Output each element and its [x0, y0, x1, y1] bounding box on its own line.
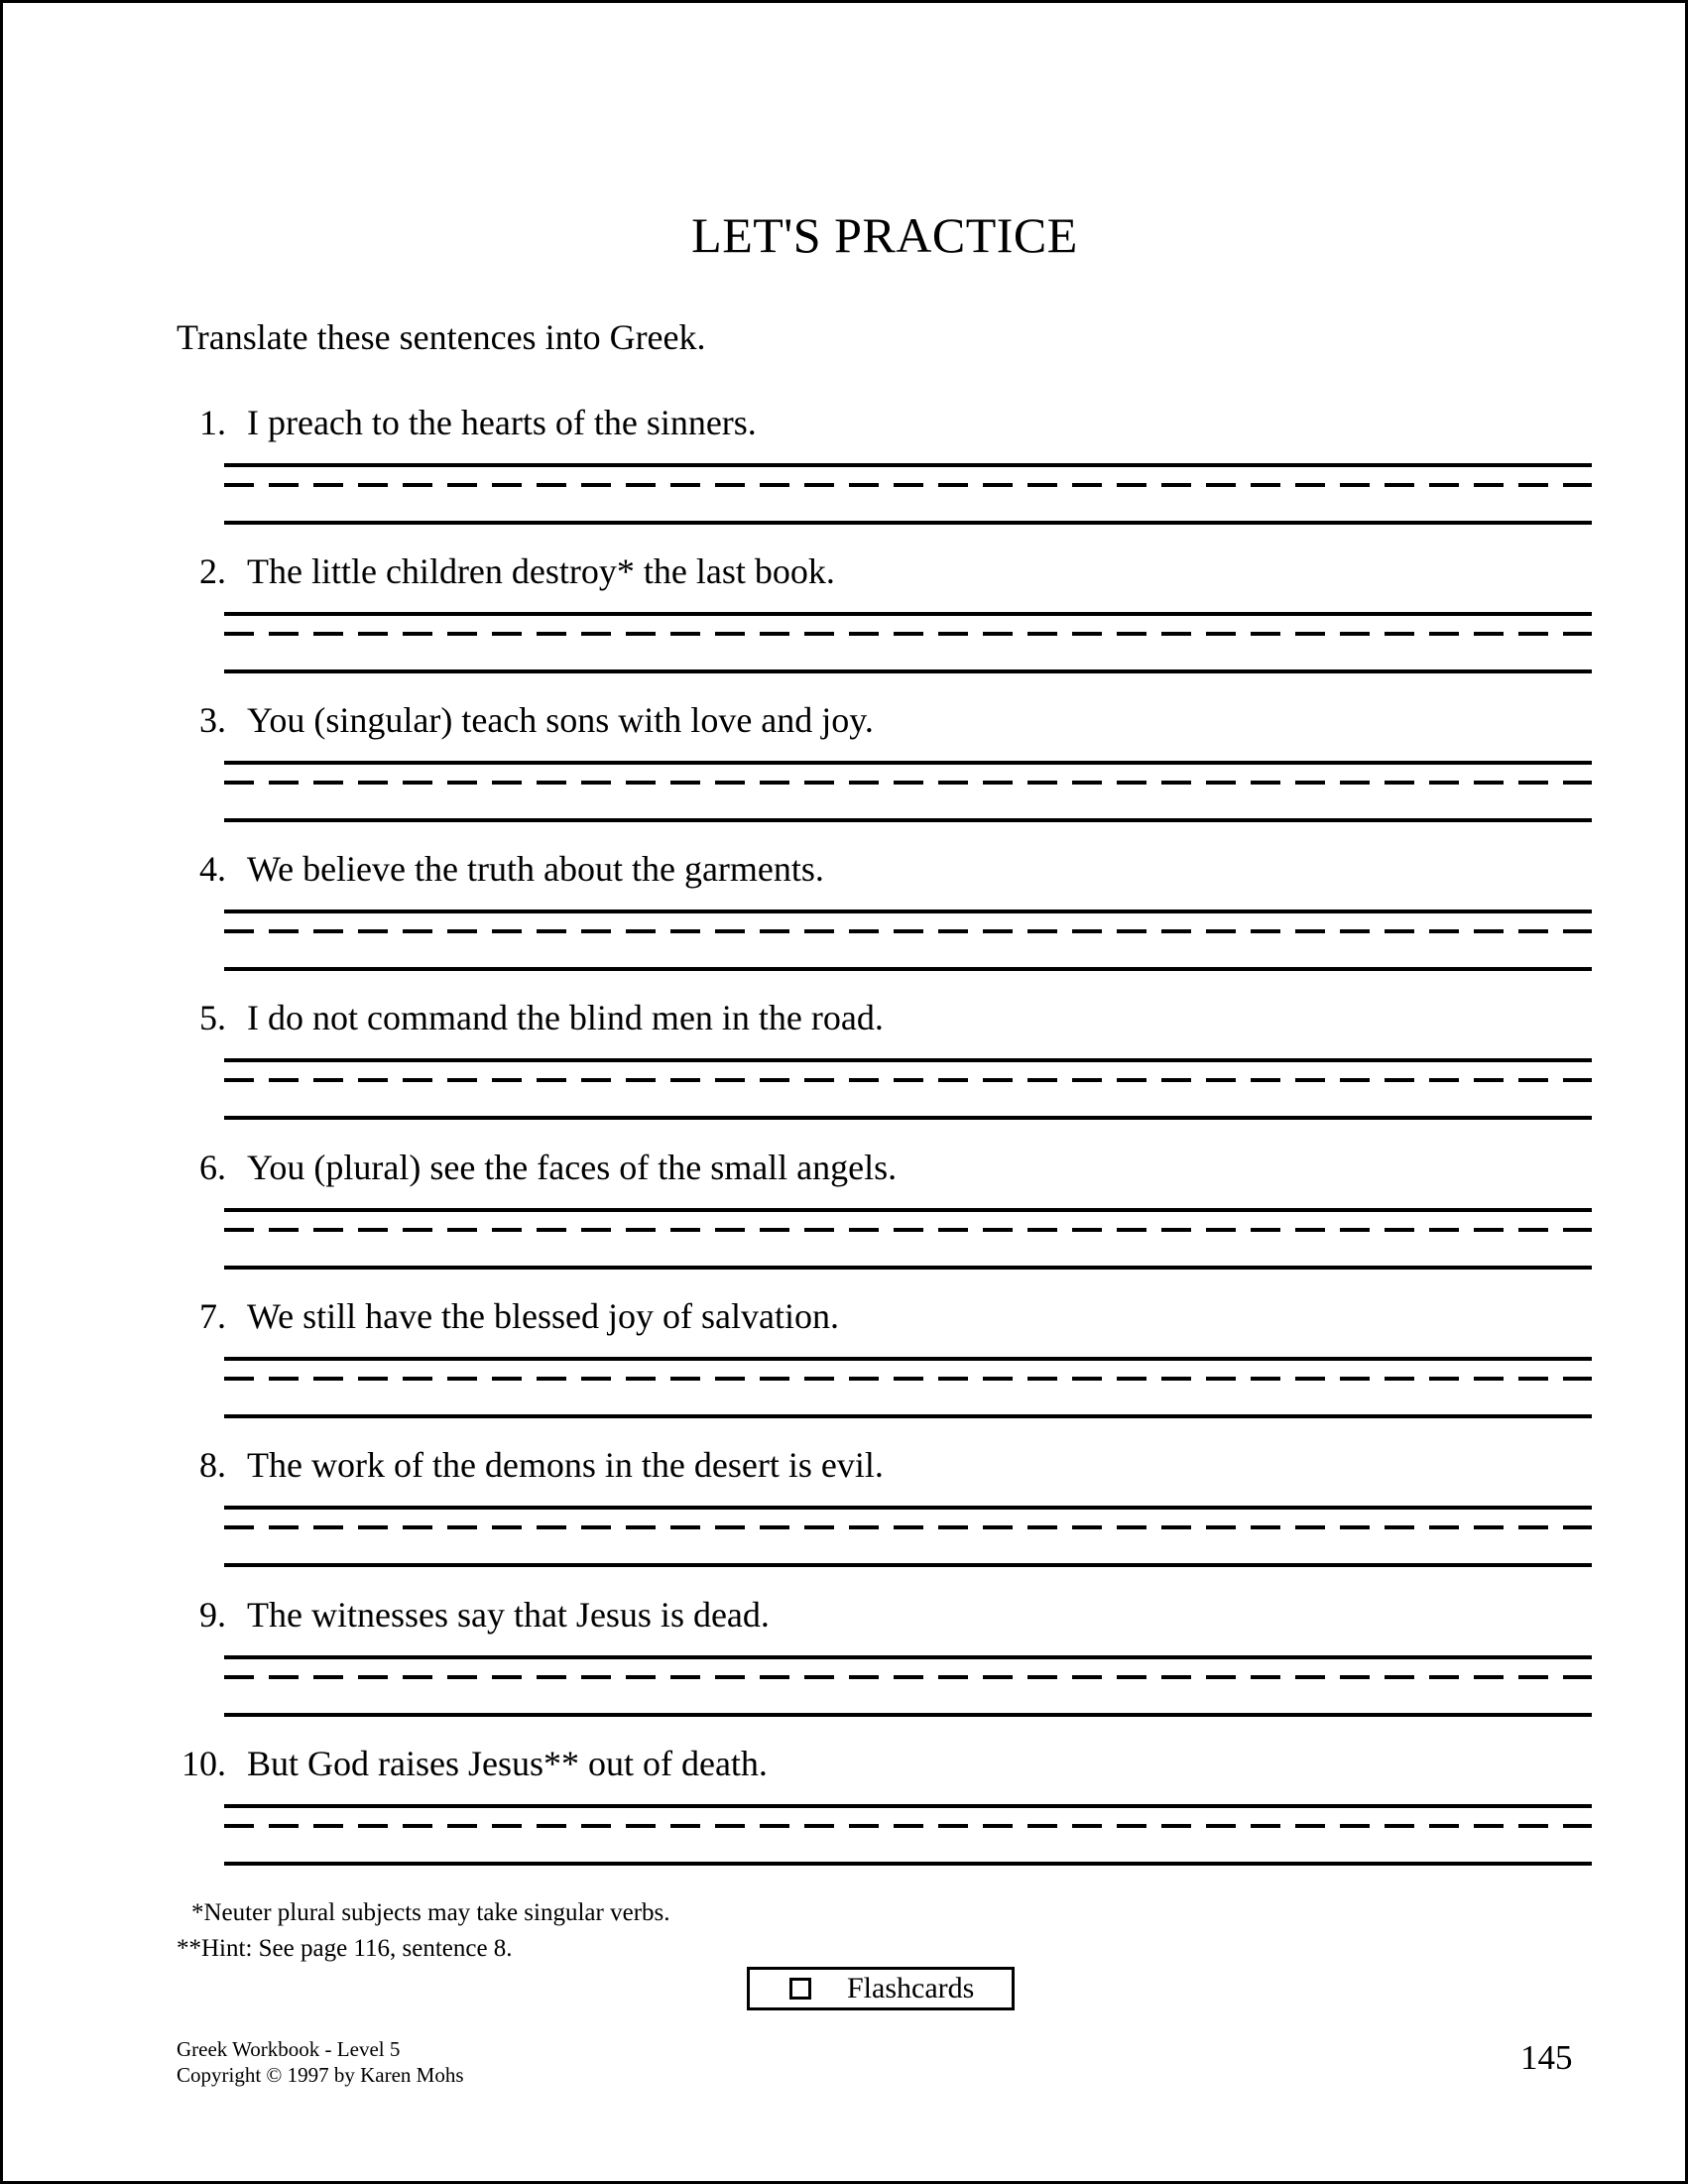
answer-line-top[interactable]: [224, 1655, 1592, 1659]
answer-line-top[interactable]: [224, 1506, 1592, 1510]
exercise-sentence: You (singular) teach sons with love and joy.: [247, 700, 874, 740]
exercise-sentence: The little children destroy* the last book.: [247, 551, 835, 591]
exercise-sentence: But God raises Jesus** out of death.: [247, 1744, 768, 1783]
exercise-7: [3, 1295, 1688, 1434]
page-number: 145: [1520, 2038, 1573, 2077]
answer-line-bottom[interactable]: [224, 1563, 1592, 1567]
answer-line-dashed[interactable]: [224, 483, 1592, 487]
answer-line-top[interactable]: [224, 463, 1592, 467]
checkbox-square-icon[interactable]: [789, 1978, 811, 2000]
answer-line-top[interactable]: [224, 1804, 1592, 1808]
exercise-number: 4.: [199, 849, 226, 889]
exercise-number: 6.: [199, 1148, 226, 1187]
answer-line-top[interactable]: [224, 1208, 1592, 1212]
exercise-4: [3, 848, 1688, 987]
flashcards-checkbox[interactable]: [747, 1967, 1015, 2010]
answer-line-dashed[interactable]: [224, 781, 1592, 785]
exercise-6: [3, 1147, 1688, 1285]
answer-line-bottom[interactable]: [224, 1266, 1592, 1270]
answer-line-dashed[interactable]: [224, 1078, 1592, 1082]
footer-publisher: [177, 2036, 464, 2088]
exercise-number: 10.: [181, 1744, 226, 1783]
exercise-sentence: The witnesses say that Jesus is dead.: [247, 1595, 770, 1635]
copyright-notice: Copyright © 1997 by Karen Mohs: [177, 2063, 464, 2087]
answer-line-bottom[interactable]: [224, 1862, 1592, 1866]
footnote-neuter-plural: *Neuter plural subjects may take singular verbs.: [191, 1899, 670, 1926]
answer-line-dashed[interactable]: [224, 1228, 1592, 1232]
exercise-sentence: I do not command the blind men in the road.: [247, 998, 884, 1037]
answer-line-top[interactable]: [224, 1357, 1592, 1361]
exercise-8: [3, 1444, 1688, 1583]
answer-line-top[interactable]: [224, 1058, 1592, 1062]
answer-line-bottom[interactable]: [224, 1116, 1592, 1120]
exercise-9: [3, 1594, 1688, 1733]
page-title: LET'S PRACTICE: [691, 207, 1078, 263]
exercise-sentence: I preach to the hearts of the sinners.: [247, 403, 757, 442]
answer-line-dashed[interactable]: [224, 1525, 1592, 1529]
answer-line-bottom[interactable]: [224, 669, 1592, 673]
exercise-number: 3.: [199, 700, 226, 740]
instructions: Translate these sentences into Greek.: [177, 317, 706, 357]
exercise-5: [3, 997, 1688, 1136]
answer-line-bottom[interactable]: [224, 1713, 1592, 1717]
exercise-number: 2.: [199, 551, 226, 591]
footnote-hint: **Hint: See page 116, sentence 8.: [177, 1935, 513, 1962]
exercise-number: 7.: [199, 1296, 226, 1336]
exercise-number: 1.: [199, 403, 226, 442]
flashcards-label: Flashcards: [847, 1972, 975, 2004]
exercise-2: [3, 550, 1688, 689]
answer-line-bottom[interactable]: [224, 967, 1592, 971]
answer-line-dashed[interactable]: [224, 1824, 1592, 1828]
answer-line-bottom[interactable]: [224, 818, 1592, 822]
exercise-sentence: You (plural) see the faces of the small angels.: [247, 1148, 898, 1187]
exercise-10: [3, 1743, 1688, 1881]
exercise-sentence: The work of the demons in the desert is evil.: [247, 1445, 884, 1485]
answer-line-top[interactable]: [224, 761, 1592, 765]
exercise-number: 8.: [199, 1445, 226, 1485]
exercise-1: [3, 402, 1688, 541]
answer-line-top[interactable]: [224, 612, 1592, 616]
exercise-sentence: We still have the blessed joy of salvation.: [247, 1296, 839, 1336]
answer-line-dashed[interactable]: [224, 632, 1592, 636]
answer-line-bottom[interactable]: [224, 521, 1592, 525]
answer-line-top[interactable]: [224, 910, 1592, 913]
answer-line-dashed[interactable]: [224, 929, 1592, 933]
exercise-sentence: We believe the truth about the garments.: [247, 849, 824, 889]
exercise-3: [3, 699, 1688, 838]
answer-line-dashed[interactable]: [224, 1675, 1592, 1679]
exercise-number: 5.: [199, 998, 226, 1037]
answer-line-bottom[interactable]: [224, 1414, 1592, 1418]
answer-line-dashed[interactable]: [224, 1377, 1592, 1381]
exercise-number: 9.: [199, 1595, 226, 1635]
book-title: Greek Workbook - Level 5: [177, 2037, 401, 2061]
